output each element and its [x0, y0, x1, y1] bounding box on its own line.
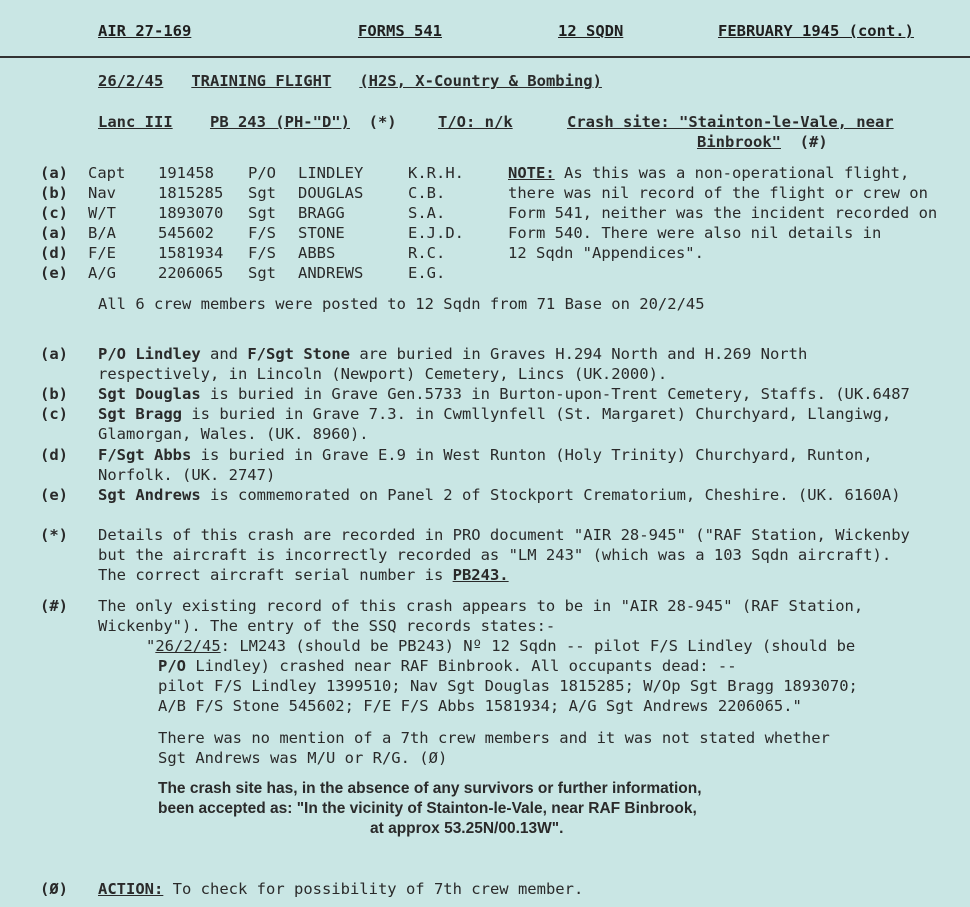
note-line2: there was nil record of the flight or crew on	[508, 184, 928, 202]
crew-ref: (d)	[40, 244, 68, 262]
star-ref: (*)	[40, 526, 68, 544]
action-ref: (Ø)	[40, 880, 68, 898]
crew-number: 1893070	[158, 204, 224, 222]
crew-ref: (a)	[40, 224, 68, 242]
crew-rank: F/S	[248, 224, 276, 242]
crew-name: LINDLEY	[298, 164, 364, 182]
conclusion-line2: been accepted as: "In the vicinity of Stainton-le-Vale, near RAF Binbrook,	[158, 800, 697, 817]
burial-c-line2: Glamorgan, Wales. (UK. 8960).	[98, 425, 369, 443]
burial-b-ref: (b)	[40, 385, 68, 403]
note-line4: Form 540. There were also nil details in	[508, 224, 882, 242]
star-line3	[98, 566, 509, 584]
burial-b-text: is buried in Grave Gen.5733 in Burton-upon-Trent Cemetery, Staffs. (UK.6487	[210, 385, 910, 403]
crew-rank: P/O	[248, 164, 276, 182]
crew-role: W/T	[88, 204, 116, 222]
crew-ref: (c)	[40, 204, 68, 222]
flight-type: TRAINING FLIGHT	[191, 72, 332, 90]
star-line2: but the aircraft is incorrectly recorded as "LM 243" (which was a 103 Sqdn aircraft).	[98, 546, 892, 564]
crew-role: Capt	[88, 164, 126, 182]
conclusion-line3: at approx 53.25N/00.13W".	[370, 820, 564, 837]
burial-c-name: Sgt Bragg	[98, 405, 182, 423]
ssq-quote-line4: A/B F/S Stone 545602; F/E F/S Abbs 1581934; A/G Sgt Andrews 2206065."	[158, 697, 802, 715]
crash-site: Crash site: "Stainton-le-Vale, near	[567, 113, 894, 131]
burial-a-name2: F/Sgt Stone	[247, 345, 350, 363]
burial-e	[98, 486, 901, 504]
crew-role: Nav	[88, 184, 116, 202]
burial-d-name: F/Sgt Abbs	[98, 446, 192, 464]
ssq-quote-rank: P/O	[158, 657, 186, 675]
period-label: FEBRUARY 1945 (cont.)	[718, 22, 914, 40]
burial-d-text: is buried in Grave E.9 in West Runton (Holy Trinity) Churchyard, Runton,	[200, 446, 873, 464]
note-line1	[508, 164, 909, 182]
mention-line1: There was no mention of a 7th crew members and it was not stated whether	[158, 729, 830, 747]
ssq-quote-date: 26/2/45	[155, 637, 221, 655]
star-line1: Details of this crash are recorded in PRO document "AIR 28-945" ("RAF Station, Wickenby	[98, 526, 910, 544]
takeoff-time: T/O: n/k	[438, 113, 513, 131]
aircraft-mark: (*)	[368, 113, 397, 131]
burial-e-name: Sgt Andrews	[98, 486, 201, 504]
crew-number: 545602	[158, 224, 214, 242]
burial-a-and: and	[210, 345, 238, 363]
forms-label: FORMS 541	[358, 22, 442, 40]
burial-d-ref: (d)	[40, 446, 68, 464]
burial-c-ref: (c)	[40, 405, 68, 423]
crew-init: K.R.H.	[408, 164, 464, 182]
crew-rank: Sgt	[248, 264, 276, 282]
crew-role: F/E	[88, 244, 116, 262]
crew-name: ABBS	[298, 244, 336, 262]
ssq-quote-line3: pilot F/S Lindley 1399510; Nav Sgt Douglas 1815285; W/Op Sgt Bragg 1893070;	[158, 677, 858, 695]
crew-role: A/G	[88, 264, 116, 282]
burial-a-text: are buried in Graves H.294 North and H.269 North	[359, 345, 808, 363]
crew-init: R.C.	[408, 244, 446, 262]
hash-line1: The only existing record of this crash appears to be in "AIR 28-945" (RAF Station,	[98, 597, 864, 615]
crew-name: ANDREWS	[298, 264, 364, 282]
note-line3: Form 541, neither was the incident recorded on	[508, 204, 938, 222]
crew-number: 191458	[158, 164, 214, 182]
crew-number: 2206065	[158, 264, 224, 282]
aircraft-serial: PB 243 (PH-"D")	[209, 113, 350, 131]
ssq-quote-line2	[158, 657, 737, 675]
ssq-quote-line1: "26/2/45: LM243 (should be PB243) Nº 12 Sqdn -- pilot F/S Lindley (should be	[146, 637, 856, 655]
burial-a-line2: respectively, in Lincoln (Newport) Cemetery, Lincs (UK.2000).	[98, 365, 668, 383]
ssq-quote-text1: : LM243 (should be PB243) Nº 12 Sqdn -- pilot F/S Lindley (should be	[220, 637, 856, 655]
flight-detail: (H2S, X-Country & Bombing)	[359, 72, 602, 90]
burial-d-line2: Norfolk. (UK. 2747)	[98, 466, 276, 484]
note-line5: 12 Sqdn "Appendices".	[508, 244, 704, 262]
crew-name: STONE	[298, 224, 345, 242]
crew-init: C.B.	[408, 184, 446, 202]
crew-ref: (b)	[40, 184, 68, 202]
star-line3-text: The correct aircraft serial number is	[98, 566, 444, 584]
crew-role: B/A	[88, 224, 116, 242]
burial-b	[98, 385, 910, 403]
star-serial: PB243.	[452, 566, 509, 584]
crew-init: S.A.	[408, 204, 446, 222]
burial-a-name1: P/O Lindley	[98, 345, 201, 363]
crash-site-line2	[697, 133, 828, 151]
aircraft-line	[98, 113, 397, 131]
burial-e-ref: (e)	[40, 486, 68, 504]
crew-ref: (a)	[40, 164, 68, 182]
header-rule	[0, 56, 970, 58]
burial-d	[98, 446, 873, 464]
crew-ref: (e)	[40, 264, 68, 282]
burial-a	[98, 345, 807, 363]
action-text: To check for possibility of 7th crew member.	[172, 880, 584, 898]
hash-ref: (#)	[40, 597, 68, 615]
hash-line2: Wickenby"). The entry of the SSQ records states:-	[98, 617, 556, 635]
crew-number: 1815285	[158, 184, 224, 202]
crew-name: BRAGG	[298, 204, 345, 222]
burial-c-text: is buried in Grave 7.3. in Cwmllynfell (St. Margaret) Churchyard, Llangiwg,	[191, 405, 892, 423]
crew-rank: Sgt	[248, 184, 276, 202]
mention-line2: Sgt Andrews was M/U or R/G. (Ø)	[158, 749, 448, 767]
flight-date: 26/2/45	[98, 72, 164, 90]
flight-title	[98, 72, 602, 90]
action-line	[98, 880, 583, 898]
crew-number: 1581934	[158, 244, 224, 262]
crew-init: E.J.D.	[408, 224, 464, 242]
crash-site-mark: (#)	[799, 133, 828, 151]
aircraft-type: Lanc III	[98, 113, 173, 131]
action-label: ACTION:	[98, 880, 164, 898]
burial-e-text: is commemorated on Panel 2 of Stockport Crematorium, Cheshire. (UK. 6160A)	[210, 486, 901, 504]
conclusion-line1: The crash site has, in the absence of any survivors or further information,	[158, 780, 702, 797]
doc-ref: AIR 27-169	[98, 22, 192, 40]
crash-site-place: Binbrook"	[697, 133, 781, 151]
note-label: NOTE:	[508, 164, 555, 182]
burial-a-ref: (a)	[40, 345, 68, 363]
crew-name: DOUGLAS	[298, 184, 364, 202]
burial-b-name: Sgt Douglas	[98, 385, 201, 403]
crew-rank: Sgt	[248, 204, 276, 222]
posted-statement: All 6 crew members were posted to 12 Sqdn from 71 Base on 20/2/45	[98, 295, 705, 313]
ssq-quote-text2: Lindley) crashed near RAF Binbrook. All occupants dead: --	[186, 657, 737, 675]
crew-rank: F/S	[248, 244, 276, 262]
crew-init: E.G.	[408, 264, 446, 282]
burial-c	[98, 405, 891, 423]
squadron-label: 12 SQDN	[558, 22, 624, 40]
note-text1: As this was a non-operational flight,	[564, 164, 910, 182]
